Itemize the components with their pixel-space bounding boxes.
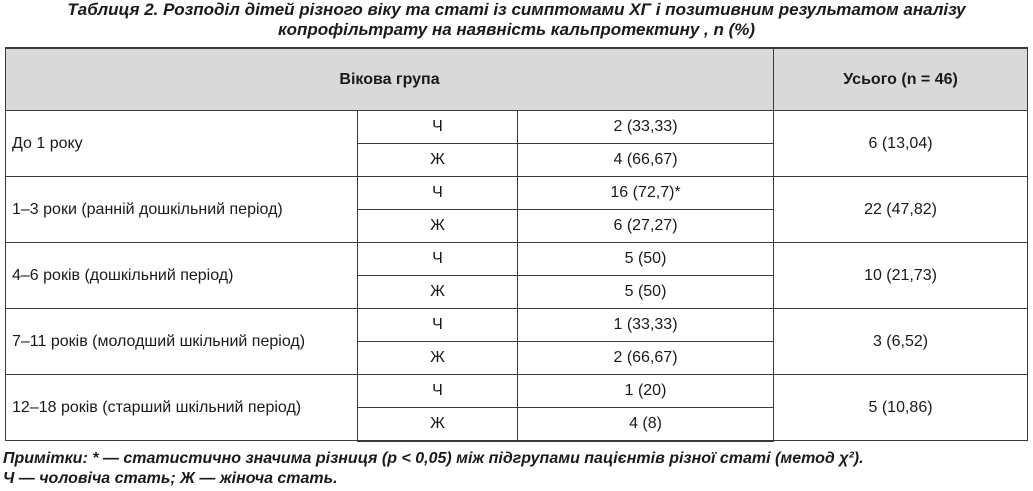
sex-female-cell: Ж bbox=[358, 210, 518, 243]
table-header-row bbox=[6, 48, 1028, 111]
sex-male-cell: Ч bbox=[358, 375, 518, 408]
table-row bbox=[6, 177, 1028, 210]
female-value-cell: 6 (27,27) bbox=[518, 210, 774, 243]
total-cell: 3 (6,52) bbox=[774, 309, 1028, 375]
header-age-group: Вікова група bbox=[6, 48, 774, 111]
header-total: Усього (n = 46) bbox=[774, 48, 1028, 111]
sex-female-cell: Ж bbox=[358, 144, 518, 177]
total-cell: 22 (47,82) bbox=[774, 177, 1028, 243]
table-row bbox=[6, 309, 1028, 342]
male-value-cell: 1 (33,33) bbox=[518, 309, 774, 342]
table-caption bbox=[0, 0, 1033, 40]
age-group-cell: До 1 року bbox=[6, 111, 358, 177]
female-value-cell: 2 (66,67) bbox=[518, 342, 774, 375]
sex-female-cell: Ж bbox=[358, 342, 518, 375]
table-row bbox=[6, 243, 1028, 276]
male-value-cell: 2 (33,33) bbox=[518, 111, 774, 144]
total-cell: 5 (10,86) bbox=[774, 375, 1028, 441]
age-group-cell: 12–18 років (старший шкільний період) bbox=[6, 375, 358, 441]
sex-male-cell: Ч bbox=[358, 243, 518, 276]
table-row bbox=[6, 111, 1028, 144]
notes-line-2: Ч — чоловіча стать; Ж — жіноча стать. bbox=[3, 470, 338, 487]
sex-male-cell: Ч bbox=[358, 111, 518, 144]
female-value-cell: 4 (8) bbox=[518, 408, 774, 441]
table-row bbox=[6, 375, 1028, 408]
caption-line-1: Таблиця 2. Розподіл дітей різного віку та статі із симптомами ХГ і позитивним результатом аналізу bbox=[67, 0, 966, 19]
notes-line-1: Примітки: * — статистично значима різниця (р < 0,05) між підгрупами пацієнтів різної статі (метод χ²). bbox=[3, 450, 864, 467]
total-cell: 6 (13,04) bbox=[774, 111, 1028, 177]
caption-line-2: копрофільтрату на наявність кальпротектину , n (%) bbox=[277, 20, 756, 39]
sex-male-cell: Ч bbox=[358, 177, 518, 210]
male-value-cell: 1 (20) bbox=[518, 375, 774, 408]
sex-female-cell: Ж bbox=[358, 276, 518, 309]
data-table bbox=[5, 47, 1028, 442]
female-value-cell: 4 (66,67) bbox=[518, 144, 774, 177]
female-value-cell: 5 (50) bbox=[518, 276, 774, 309]
total-cell: 10 (21,73) bbox=[774, 243, 1028, 309]
male-value-cell: 16 (72,7)* bbox=[518, 177, 774, 210]
table-notes bbox=[3, 449, 1031, 489]
sex-female-cell: Ж bbox=[358, 408, 518, 441]
sex-male-cell: Ч bbox=[358, 309, 518, 342]
age-group-cell: 4–6 років (дошкільний період) bbox=[6, 243, 358, 309]
age-group-cell: 7–11 років (молодший шкільний період) bbox=[6, 309, 358, 375]
age-group-cell: 1–3 роки (ранній дошкільний період) bbox=[6, 177, 358, 243]
male-value-cell: 5 (50) bbox=[518, 243, 774, 276]
